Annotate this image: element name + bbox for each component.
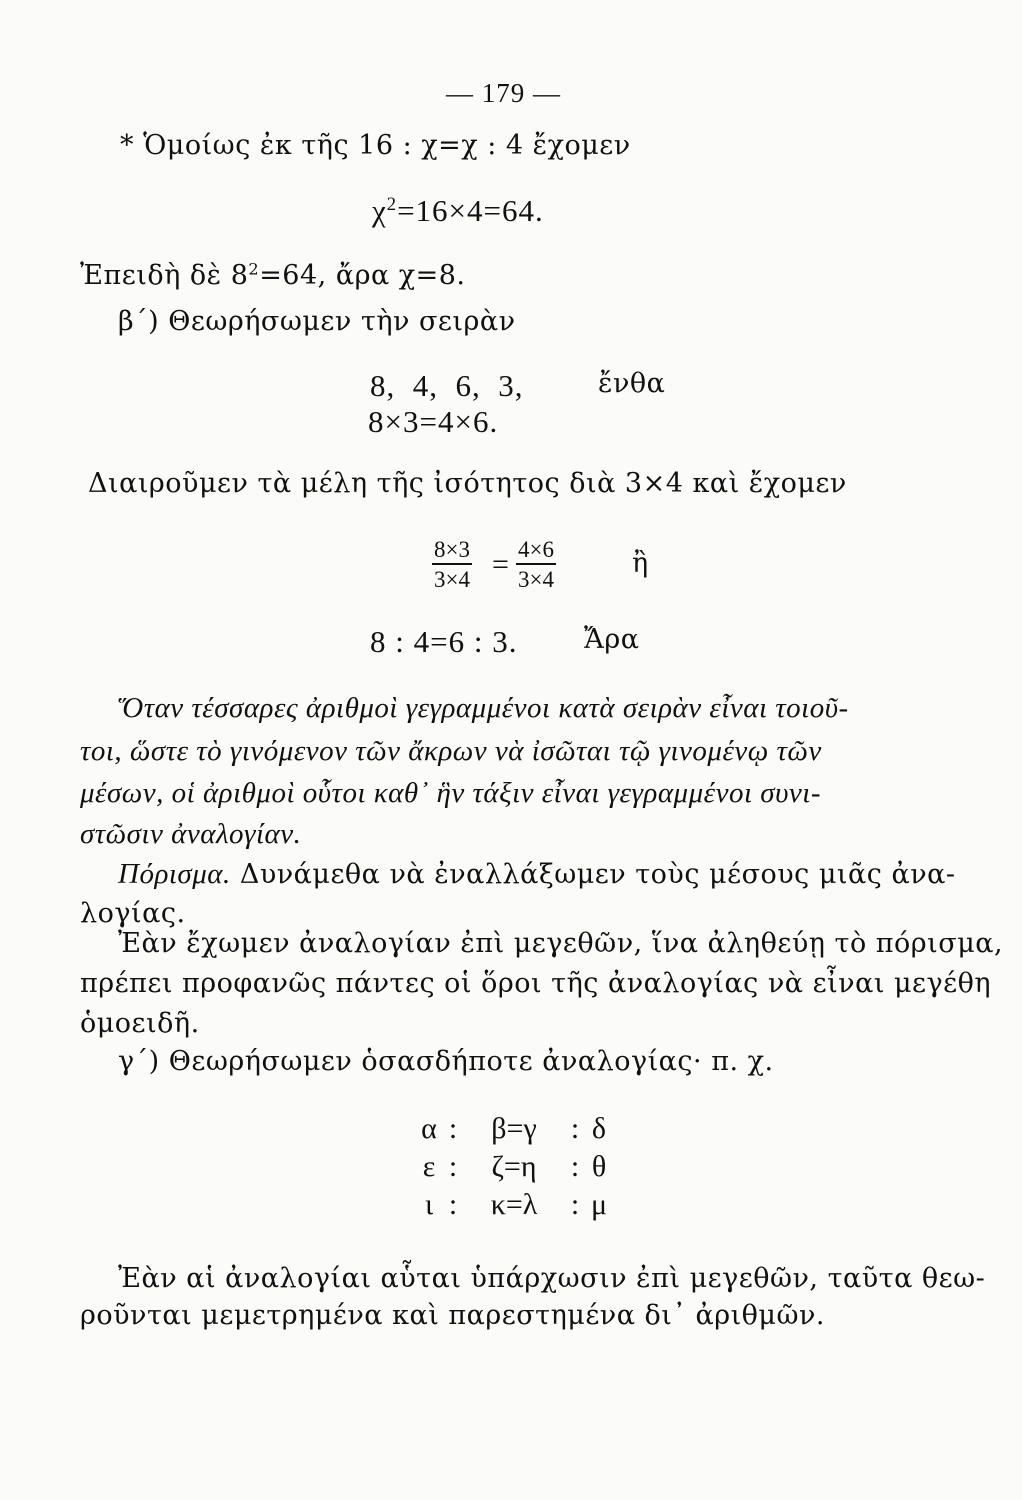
proportion-colon: :	[570, 1112, 580, 1145]
corollary-label: Πόρισμα.	[118, 858, 231, 890]
theorem-line-1: Ὅταν τέσσαρες ἀριθμοὶ γεγραμμένοι κατὰ σειρὰν εἶναι τοιοῦ-	[118, 692, 849, 724]
line-since	[80, 259, 466, 291]
theorem-line-2: τοι, ὥστε τὸ γινόμενον τῶν ἄκρων νὰ ἰσῶται τῷ γινομένῳ τῶν	[80, 735, 822, 767]
theorem-line-3: μέσων, οἱ ἀριθμοὶ οὗτοι καθ᾽ ἣν τάξιν εἶναι γεγραμμένοι συνι-	[80, 777, 821, 809]
exponent: 2	[386, 193, 398, 215]
word-or: ἢ	[632, 548, 649, 579]
line-similarly: * Ὁμοίως ἐκ τῆς 16 : χ=χ : 4 ἔχομεν	[120, 130, 631, 161]
proportion-colon: :	[448, 1150, 458, 1183]
proportion-middle: κ=λ	[490, 1188, 538, 1221]
proportion-term: ε	[422, 1150, 436, 1183]
chi-symbol: χ	[372, 193, 387, 228]
fraction-right-denominator: 3×4	[518, 567, 554, 592]
fraction-left	[432, 538, 472, 591]
equation-rest: =16×4=64.	[397, 193, 544, 228]
proportion-term: α	[421, 1112, 437, 1145]
proportion-row	[418, 1190, 610, 1220]
line-divide: Διαιροῦμεν τὰ μέλη τῆς ἰσότητος διὰ 3×4 καὶ ἔχομεν	[88, 468, 847, 499]
final-line-1: Ἐὰν αἱ ἀναλογίαι αὗται ὑπάρχωσιν ἐπὶ μεγεθῶν, ταῦτα θεω-	[118, 1263, 986, 1294]
proportion-middle: ζ=η	[491, 1150, 537, 1183]
corollary-line-2: λογίας.	[80, 898, 186, 929]
proportion-term: θ	[591, 1150, 607, 1183]
proportion-colon: :	[448, 1188, 458, 1221]
proportion-colon: :	[448, 1112, 458, 1145]
fraction-left-numerator: 8×3	[432, 538, 472, 565]
line-since-a: Ἐπειδὴ δὲ 8	[80, 260, 249, 291]
corollary-text: Δυνάμεθα νὰ ἐναλλάξωμεν τοὺς μέσους μιᾶς ἀνα-	[230, 859, 956, 890]
proportion-colon: :	[570, 1188, 580, 1221]
equation-ratio: 8 : 4=6 : 3.	[370, 624, 518, 659]
proportion-term: δ	[591, 1112, 607, 1145]
exponent: 2	[248, 259, 260, 279]
number-series: 8, 4, 6, 3,	[370, 368, 524, 403]
corollary-line-1	[118, 860, 955, 889]
paragraph-line-1: Ἐὰν ἔχωμεν ἀναλογίαν ἐπὶ μεγεθῶν, ἵνα ἀληθεύῃ τὸ πόρισμα,	[118, 928, 1004, 959]
paragraph-line-2: πρέπει προφανῶς πάντες οἱ ὅροι τῆς ἀναλογίας νὰ εἶναι μεγέθη	[80, 968, 992, 999]
proportion-middle: β=γ	[491, 1112, 537, 1145]
line-since-b: =64, ἄρα χ=8.	[259, 260, 466, 291]
section-gamma: γ΄) Θεωρήσωμεν ὁσασδήποτε ἀναλογίας· π. χ.	[118, 1046, 774, 1077]
section-beta: β΄) Θεωρήσωμεν τὴν σειρὰν	[118, 306, 516, 337]
fraction-equals: =	[492, 548, 509, 581]
paragraph-line-3: ὁμοειδῆ.	[80, 1008, 200, 1039]
theorem-line-4: στῶσιν ἀναλογίαν.	[80, 818, 302, 850]
word-therefore: Ἄρα	[584, 624, 640, 655]
proportion-row	[418, 1152, 610, 1182]
final-line-2: ροῦνται μεμετρημένα καὶ παρεστημένα δι᾽ ἀριθμῶν.	[80, 1300, 825, 1331]
equation-chi-squared	[372, 195, 544, 226]
fraction-right	[516, 538, 556, 591]
fraction-left-denominator: 3×4	[434, 567, 470, 592]
proportion-term: μ	[590, 1188, 608, 1221]
fraction-right-numerator: 4×6	[516, 538, 556, 565]
proportion-colon: :	[570, 1150, 580, 1183]
proportion-row	[418, 1114, 610, 1144]
page-number: — 179 —	[446, 78, 561, 108]
word-where: ἔνθα	[598, 368, 666, 399]
proportion-term: ι	[424, 1188, 434, 1221]
equation-products: 8×3=4×6.	[368, 404, 499, 439]
